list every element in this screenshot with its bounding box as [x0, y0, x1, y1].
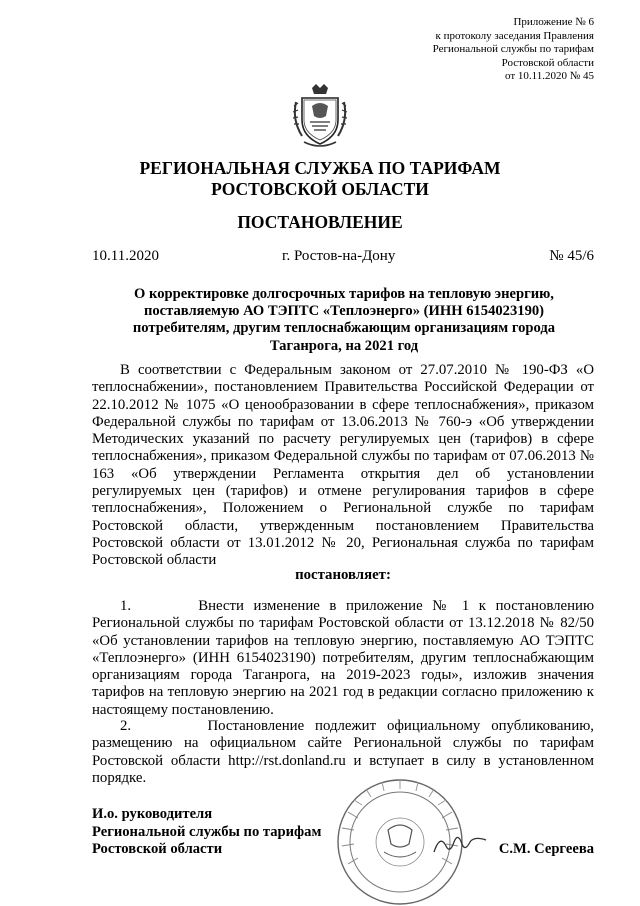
resolution-item-2: 2. Постановление подлежит официальному опубликованию, размещению на официальном сайте Региональной службы по тарифам Ростовской области http://rst.donland.ru и вступает в силу в установленном порядке. [92, 718, 594, 786]
appendix-line: Региональной службы по тарифам [432, 43, 594, 55]
document-date: 10.11.2020 [92, 248, 159, 264]
signatory-position-line: Ростовской области [92, 841, 223, 857]
agency-title-line: РОСТОВСКОЙ ОБЛАСТИ [211, 179, 429, 199]
subject-line: потребителям, другим теплоснабжающим организациям города [132, 320, 556, 337]
agency-title-line: РЕГИОНАЛЬНАЯ СЛУЖБА ПО ТАРИФАМ [139, 158, 501, 178]
subject-line: Таганрога, на 2021 год [269, 337, 419, 354]
handwritten-signature-icon [430, 830, 490, 860]
subject-line: О корректировке долгосрочных тарифов на тепловую энергию, [134, 286, 554, 302]
appendix-line: Ростовской области [501, 56, 594, 69]
appendix-note [433, 16, 594, 84]
signatory-position-line: Региональной службы по тарифам [92, 823, 322, 840]
document-subject [110, 286, 578, 355]
agency-title [60, 158, 580, 200]
signatory-name: С.М. Сергеева [498, 841, 594, 857]
resolves-heading: постановляет: [295, 567, 391, 583]
document-city: г. Ростов-на-Дону [282, 248, 396, 264]
subject-line: поставляемую АО ТЭПТС «Теплоэнерго» (ИНН 6154023190) [143, 303, 545, 320]
appendix-line: Приложение № 6 [513, 16, 594, 28]
appendix-line: от 10.11.2020 № 45 [505, 70, 594, 82]
appendix-line: к протоколу заседания Правления [435, 29, 594, 42]
document-meta [92, 248, 594, 268]
signatory-position [92, 806, 321, 859]
preamble-paragraph: В соответствии с Федеральным законом от 27.07.2010 № 190-ФЗ «О теплоснабжении», постановлением Правительства Российской Федерации от 22.10.2012 № 1075 «О ценообразовании в сфере теплоснабжения», приказом Федеральной службы по тарифам от 13.06.2013 № 760-э «Об утверждении Методических указаний по расчету регулируемых цен (тарифов) в сфере теплоснабжения», приказом Федеральной службы по тарифам от 07.06.2013 № 163 «Об утверждении Регламента открытия дел об установлении регулируемых цен (тарифов) и отмене регулирования тарифов в сфере теплоснабжения», Положением о Региональной службе по тарифам Ростовской области, утвержденным постановлением Правительства Ростовской области от 13.01.2012 № 20, Региональная служба по тарифам Ростовской области [92, 362, 594, 569]
resolution-item-1: 1. Внести изменение в приложение № 1 к постановлению Региональной службы по тарифам Ростовской области от 13.12.2018 № 82/50 «Об установлении тарифов на тепловую энергию, поставляемую АО ТЭПТС «Теплоэнерго» (ИНН 6154023190) потребителям, другим теплоснабжающим организациям города Таганрога, на 2019-2023 годы», изложив значения тарифов на тепловую энергию на 2021 год в редакции согласно приложению к настоящему постановлению. [92, 598, 594, 718]
signatory-position-line: И.о. руководителя [92, 806, 213, 822]
document-type: ПОСТАНОВЛЕНИЕ [237, 212, 403, 232]
document-number: № 45/6 [549, 248, 594, 264]
coat-of-arms-icon [290, 82, 350, 150]
